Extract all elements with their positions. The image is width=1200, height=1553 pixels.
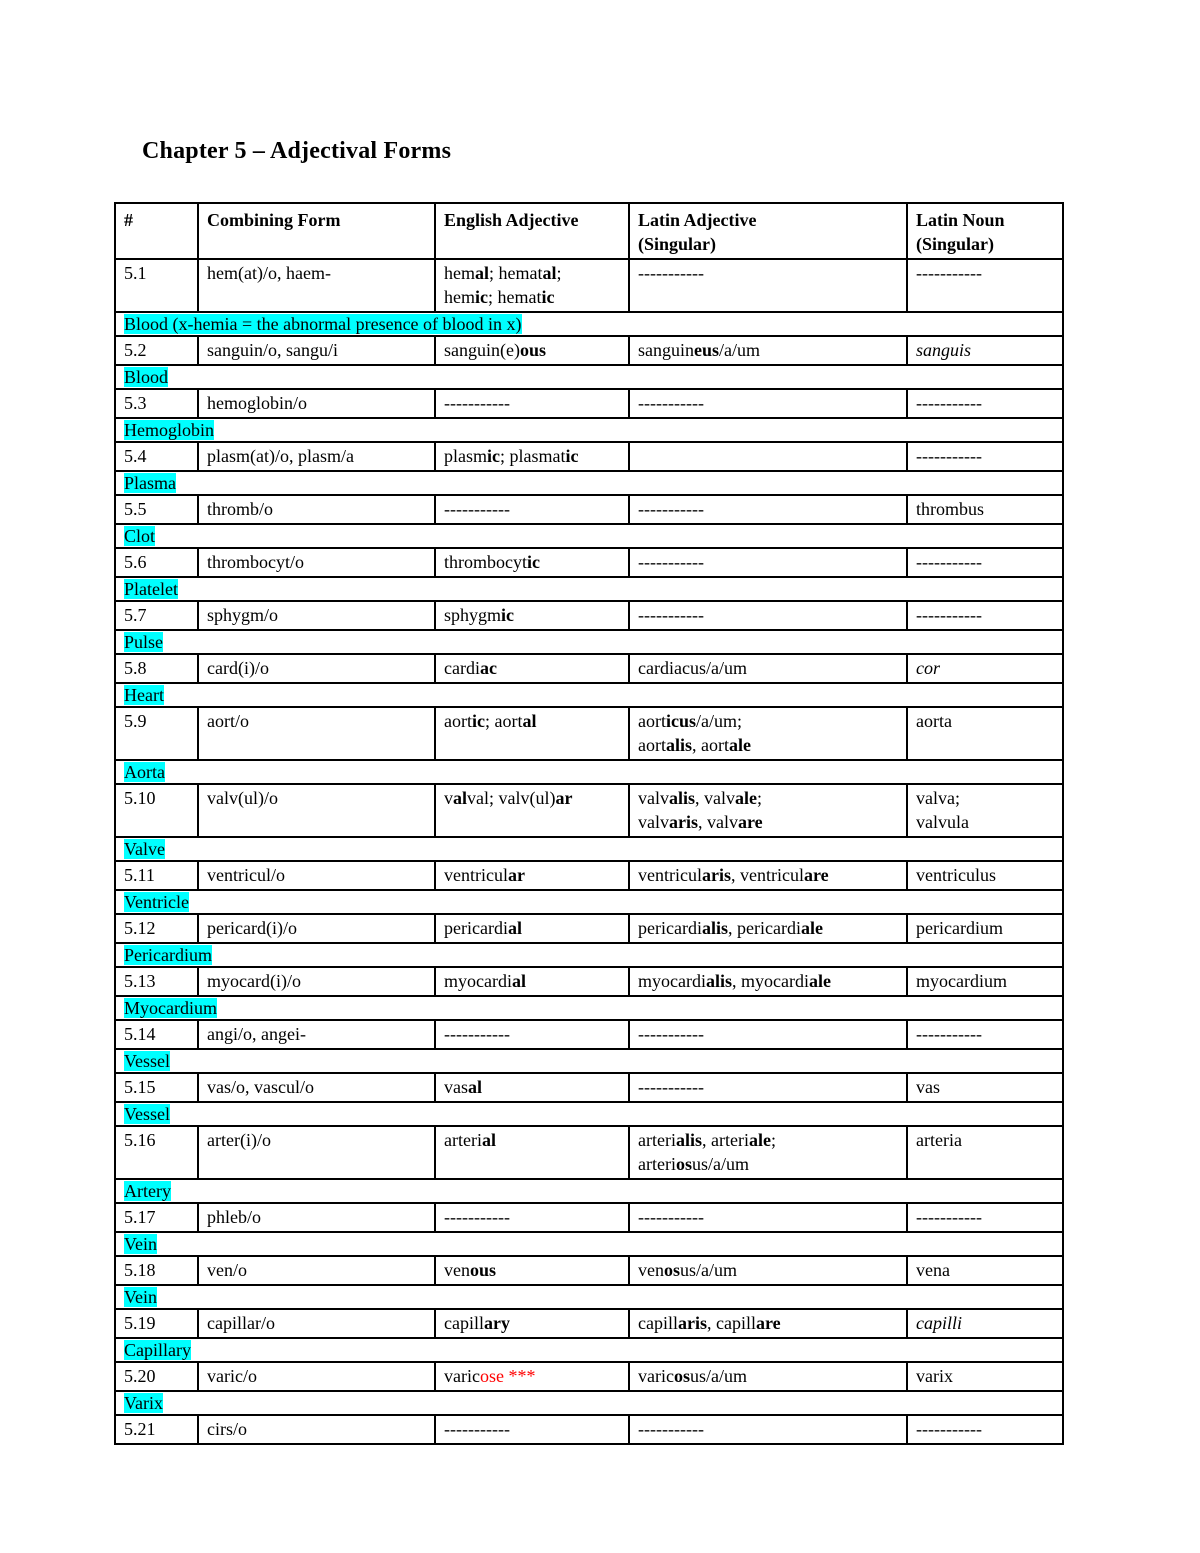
table-row (115, 336, 1063, 365)
cell-latin-noun: ----------- (907, 389, 1063, 418)
cell-number: 5.11 (115, 861, 198, 890)
category-row (115, 312, 1063, 336)
cell-combining-form: hemoglobin/o (198, 389, 435, 418)
category-label: Vessel (124, 1104, 170, 1124)
cell-number: 5.6 (115, 548, 198, 577)
category-row (115, 630, 1063, 654)
cell-latin-noun: sanguis (907, 336, 1063, 365)
cell-combining-form: ventricul/o (198, 861, 435, 890)
table-row (115, 861, 1063, 890)
cell-number: 5.3 (115, 389, 198, 418)
cell-latin-noun: vena (907, 1256, 1063, 1285)
cell-latin-adjective: valvalis, valvale; valvaris, valvare (629, 784, 907, 837)
cell-latin-adjective (629, 442, 907, 471)
cell-combining-form: valv(ul)/o (198, 784, 435, 837)
cell-combining-form: hem(at)/o, haem- (198, 259, 435, 312)
cell-latin-adjective: ventricularis, ventriculare (629, 861, 907, 890)
category-label-cell (115, 365, 1063, 389)
cell-number: 5.2 (115, 336, 198, 365)
cell-latin-adjective: sanguineus/a/um (629, 336, 907, 365)
table-row (115, 442, 1063, 471)
category-label: Heart (124, 685, 164, 705)
cell-combining-form: myocard(i)/o (198, 967, 435, 996)
cell-combining-form: sanguin/o, sangu/i (198, 336, 435, 365)
category-label-cell (115, 471, 1063, 495)
category-label-cell (115, 996, 1063, 1020)
category-label: Blood (x-hemia = the abnormal presence of blood in x) (124, 314, 522, 334)
table-row (115, 1362, 1063, 1391)
cell-latin-adjective: ----------- (629, 1415, 907, 1444)
category-label: Myocardium (124, 998, 217, 1018)
cell-combining-form: thrombocyt/o (198, 548, 435, 577)
category-row (115, 1179, 1063, 1203)
category-row (115, 1049, 1063, 1073)
cell-number: 5.17 (115, 1203, 198, 1232)
cell-english-adjective: ventricular (435, 861, 629, 890)
cell-latin-noun: ----------- (907, 442, 1063, 471)
cell-combining-form: varic/o (198, 1362, 435, 1391)
cell-latin-noun: capilli (907, 1309, 1063, 1338)
category-label: Ventricle (124, 892, 189, 912)
cell-combining-form: capillar/o (198, 1309, 435, 1338)
cell-latin-noun: pericardium (907, 914, 1063, 943)
cell-latin-adjective: ----------- (629, 389, 907, 418)
cell-number: 5.9 (115, 707, 198, 760)
category-row (115, 1338, 1063, 1362)
cell-english-adjective: ----------- (435, 1203, 629, 1232)
cell-english-adjective: ----------- (435, 1020, 629, 1049)
cell-number: 5.7 (115, 601, 198, 630)
category-row (115, 577, 1063, 601)
cell-latin-adjective: aorticus/a/um; aortalis, aortale (629, 707, 907, 760)
page-title: Chapter 5 – Adjectival Forms (142, 138, 452, 164)
cell-combining-form: card(i)/o (198, 654, 435, 683)
cell-number: 5.5 (115, 495, 198, 524)
category-label-cell (115, 760, 1063, 784)
table-row (115, 1203, 1063, 1232)
cell-latin-adjective: ----------- (629, 1020, 907, 1049)
category-label: Blood (124, 367, 169, 387)
category-label-cell (115, 312, 1063, 336)
category-label-cell (115, 1285, 1063, 1309)
cell-latin-adjective: myocardialis, myocardiale (629, 967, 907, 996)
category-label: Varix (124, 1393, 163, 1413)
category-row (115, 1232, 1063, 1256)
cell-combining-form: cirs/o (198, 1415, 435, 1444)
category-label: Plasma (124, 473, 176, 493)
header-latin-noun: Latin Noun (Singular) (907, 203, 1063, 259)
cell-latin-adjective: ----------- (629, 601, 907, 630)
category-label-cell (115, 1049, 1063, 1073)
cell-combining-form: thromb/o (198, 495, 435, 524)
cell-combining-form: arter(i)/o (198, 1126, 435, 1179)
cell-number: 5.1 (115, 259, 198, 312)
cell-latin-noun: ----------- (907, 1415, 1063, 1444)
cell-combining-form: aort/o (198, 707, 435, 760)
table-row (115, 1073, 1063, 1102)
cell-english-adjective: capillary (435, 1309, 629, 1338)
cell-combining-form: sphygm/o (198, 601, 435, 630)
category-label: Capillary (124, 1340, 191, 1360)
table-row (115, 1020, 1063, 1049)
category-label: Pulse (124, 632, 164, 652)
table-row (115, 495, 1063, 524)
cell-latin-adjective: ----------- (629, 548, 907, 577)
category-row (115, 1391, 1063, 1415)
category-row (115, 996, 1063, 1020)
category-label-cell (115, 1338, 1063, 1362)
category-label-cell (115, 890, 1063, 914)
cell-number: 5.16 (115, 1126, 198, 1179)
table-row (115, 548, 1063, 577)
cell-number: 5.20 (115, 1362, 198, 1391)
table-row (115, 707, 1063, 760)
cell-english-adjective: ----------- (435, 1415, 629, 1444)
table-row (115, 784, 1063, 837)
cell-latin-noun: ----------- (907, 548, 1063, 577)
category-label: Vein (124, 1287, 157, 1307)
category-label-cell (115, 418, 1063, 442)
cell-number: 5.13 (115, 967, 198, 996)
category-row (115, 418, 1063, 442)
category-label-cell (115, 943, 1063, 967)
cell-latin-adjective: ----------- (629, 1073, 907, 1102)
table-header-row (115, 203, 1063, 259)
cell-latin-adjective: venosus/a/um (629, 1256, 907, 1285)
category-label-cell (115, 630, 1063, 654)
category-row (115, 683, 1063, 707)
cell-latin-noun: arteria (907, 1126, 1063, 1179)
table-row (115, 259, 1063, 312)
category-label: Pericardium (124, 945, 212, 965)
cell-english-adjective: vasal (435, 1073, 629, 1102)
cell-english-adjective: thrombocytic (435, 548, 629, 577)
table-row (115, 389, 1063, 418)
header-latin-adjective: Latin Adjective (Singular) (629, 203, 907, 259)
category-label: Hemoglobin (124, 420, 214, 440)
category-row (115, 365, 1063, 389)
category-label: Valve (124, 839, 165, 859)
category-label: Clot (124, 526, 156, 546)
header-english-adjective: English Adjective (435, 203, 629, 259)
cell-latin-noun: thrombus (907, 495, 1063, 524)
cell-number: 5.15 (115, 1073, 198, 1102)
cell-latin-noun: aorta (907, 707, 1063, 760)
cell-latin-noun: ----------- (907, 601, 1063, 630)
cell-latin-adjective: varicosus/a/um (629, 1362, 907, 1391)
cell-number: 5.19 (115, 1309, 198, 1338)
cell-combining-form: vas/o, vascul/o (198, 1073, 435, 1102)
table-row (115, 1126, 1063, 1179)
category-label-cell (115, 577, 1063, 601)
category-row (115, 524, 1063, 548)
cell-latin-adjective: capillaris, capillare (629, 1309, 907, 1338)
cell-latin-adjective: ----------- (629, 1203, 907, 1232)
category-label-cell (115, 1391, 1063, 1415)
table-row (115, 654, 1063, 683)
cell-latin-noun: ----------- (907, 1203, 1063, 1232)
category-label-cell (115, 1232, 1063, 1256)
cell-latin-noun: varix (907, 1362, 1063, 1391)
cell-latin-noun: ventriculus (907, 861, 1063, 890)
cell-english-adjective: aortic; aortal (435, 707, 629, 760)
cell-latin-adjective: ----------- (629, 495, 907, 524)
category-label-cell (115, 524, 1063, 548)
category-row (115, 760, 1063, 784)
cell-english-adjective: venous (435, 1256, 629, 1285)
cell-english-adjective: myocardial (435, 967, 629, 996)
cell-latin-adjective: pericardialis, pericardiale (629, 914, 907, 943)
adjectival-forms-table (114, 202, 1064, 1445)
table-row (115, 601, 1063, 630)
cell-number: 5.10 (115, 784, 198, 837)
cell-english-adjective: ----------- (435, 495, 629, 524)
cell-english-adjective: ----------- (435, 389, 629, 418)
cell-combining-form: pericard(i)/o (198, 914, 435, 943)
cell-number: 5.14 (115, 1020, 198, 1049)
cell-english-adjective: sphygmic (435, 601, 629, 630)
cell-english-adjective: varicose *** (435, 1362, 629, 1391)
category-label: Aorta (124, 762, 165, 782)
category-label: Platelet (124, 579, 178, 599)
category-label-cell (115, 683, 1063, 707)
category-row (115, 1102, 1063, 1126)
cell-english-adjective: plasmic; plasmatic (435, 442, 629, 471)
cell-english-adjective: pericardial (435, 914, 629, 943)
header-combining-form: Combining Form (198, 203, 435, 259)
table-row (115, 1415, 1063, 1444)
category-label: Artery (124, 1181, 171, 1201)
table-row (115, 967, 1063, 996)
category-row (115, 943, 1063, 967)
cell-english-adjective: arterial (435, 1126, 629, 1179)
category-label: Vein (124, 1234, 157, 1254)
cell-latin-noun: cor (907, 654, 1063, 683)
category-label-cell (115, 1179, 1063, 1203)
cell-combining-form: phleb/o (198, 1203, 435, 1232)
cell-english-adjective: hemal; hematal; hemic; hematic (435, 259, 629, 312)
category-row (115, 471, 1063, 495)
cell-combining-form: angi/o, angei- (198, 1020, 435, 1049)
category-row (115, 1285, 1063, 1309)
cell-number: 5.12 (115, 914, 198, 943)
cell-latin-adjective: cardiacus/a/um (629, 654, 907, 683)
category-label-cell (115, 837, 1063, 861)
category-row (115, 890, 1063, 914)
cell-latin-noun: valva; valvula (907, 784, 1063, 837)
cell-number: 5.4 (115, 442, 198, 471)
table-row (115, 1256, 1063, 1285)
cell-english-adjective: valval; valv(ul)ar (435, 784, 629, 837)
category-label: Vessel (124, 1051, 170, 1071)
cell-latin-noun: vas (907, 1073, 1063, 1102)
cell-english-adjective: cardiac (435, 654, 629, 683)
table-row (115, 1309, 1063, 1338)
cell-number: 5.18 (115, 1256, 198, 1285)
category-label-cell (115, 1102, 1063, 1126)
category-row (115, 837, 1063, 861)
cell-latin-noun: ----------- (907, 1020, 1063, 1049)
header-number: # (115, 203, 198, 259)
cell-latin-noun: ----------- (907, 259, 1063, 312)
cell-combining-form: plasm(at)/o, plasm/a (198, 442, 435, 471)
cell-english-adjective: sanguin(e)ous (435, 336, 629, 365)
table-row (115, 914, 1063, 943)
cell-latin-noun: myocardium (907, 967, 1063, 996)
cell-number: 5.21 (115, 1415, 198, 1444)
cell-combining-form: ven/o (198, 1256, 435, 1285)
cell-latin-adjective: arterialis, arteriale; arteriosus/a/um (629, 1126, 907, 1179)
cell-number: 5.8 (115, 654, 198, 683)
cell-latin-adjective: ----------- (629, 259, 907, 312)
